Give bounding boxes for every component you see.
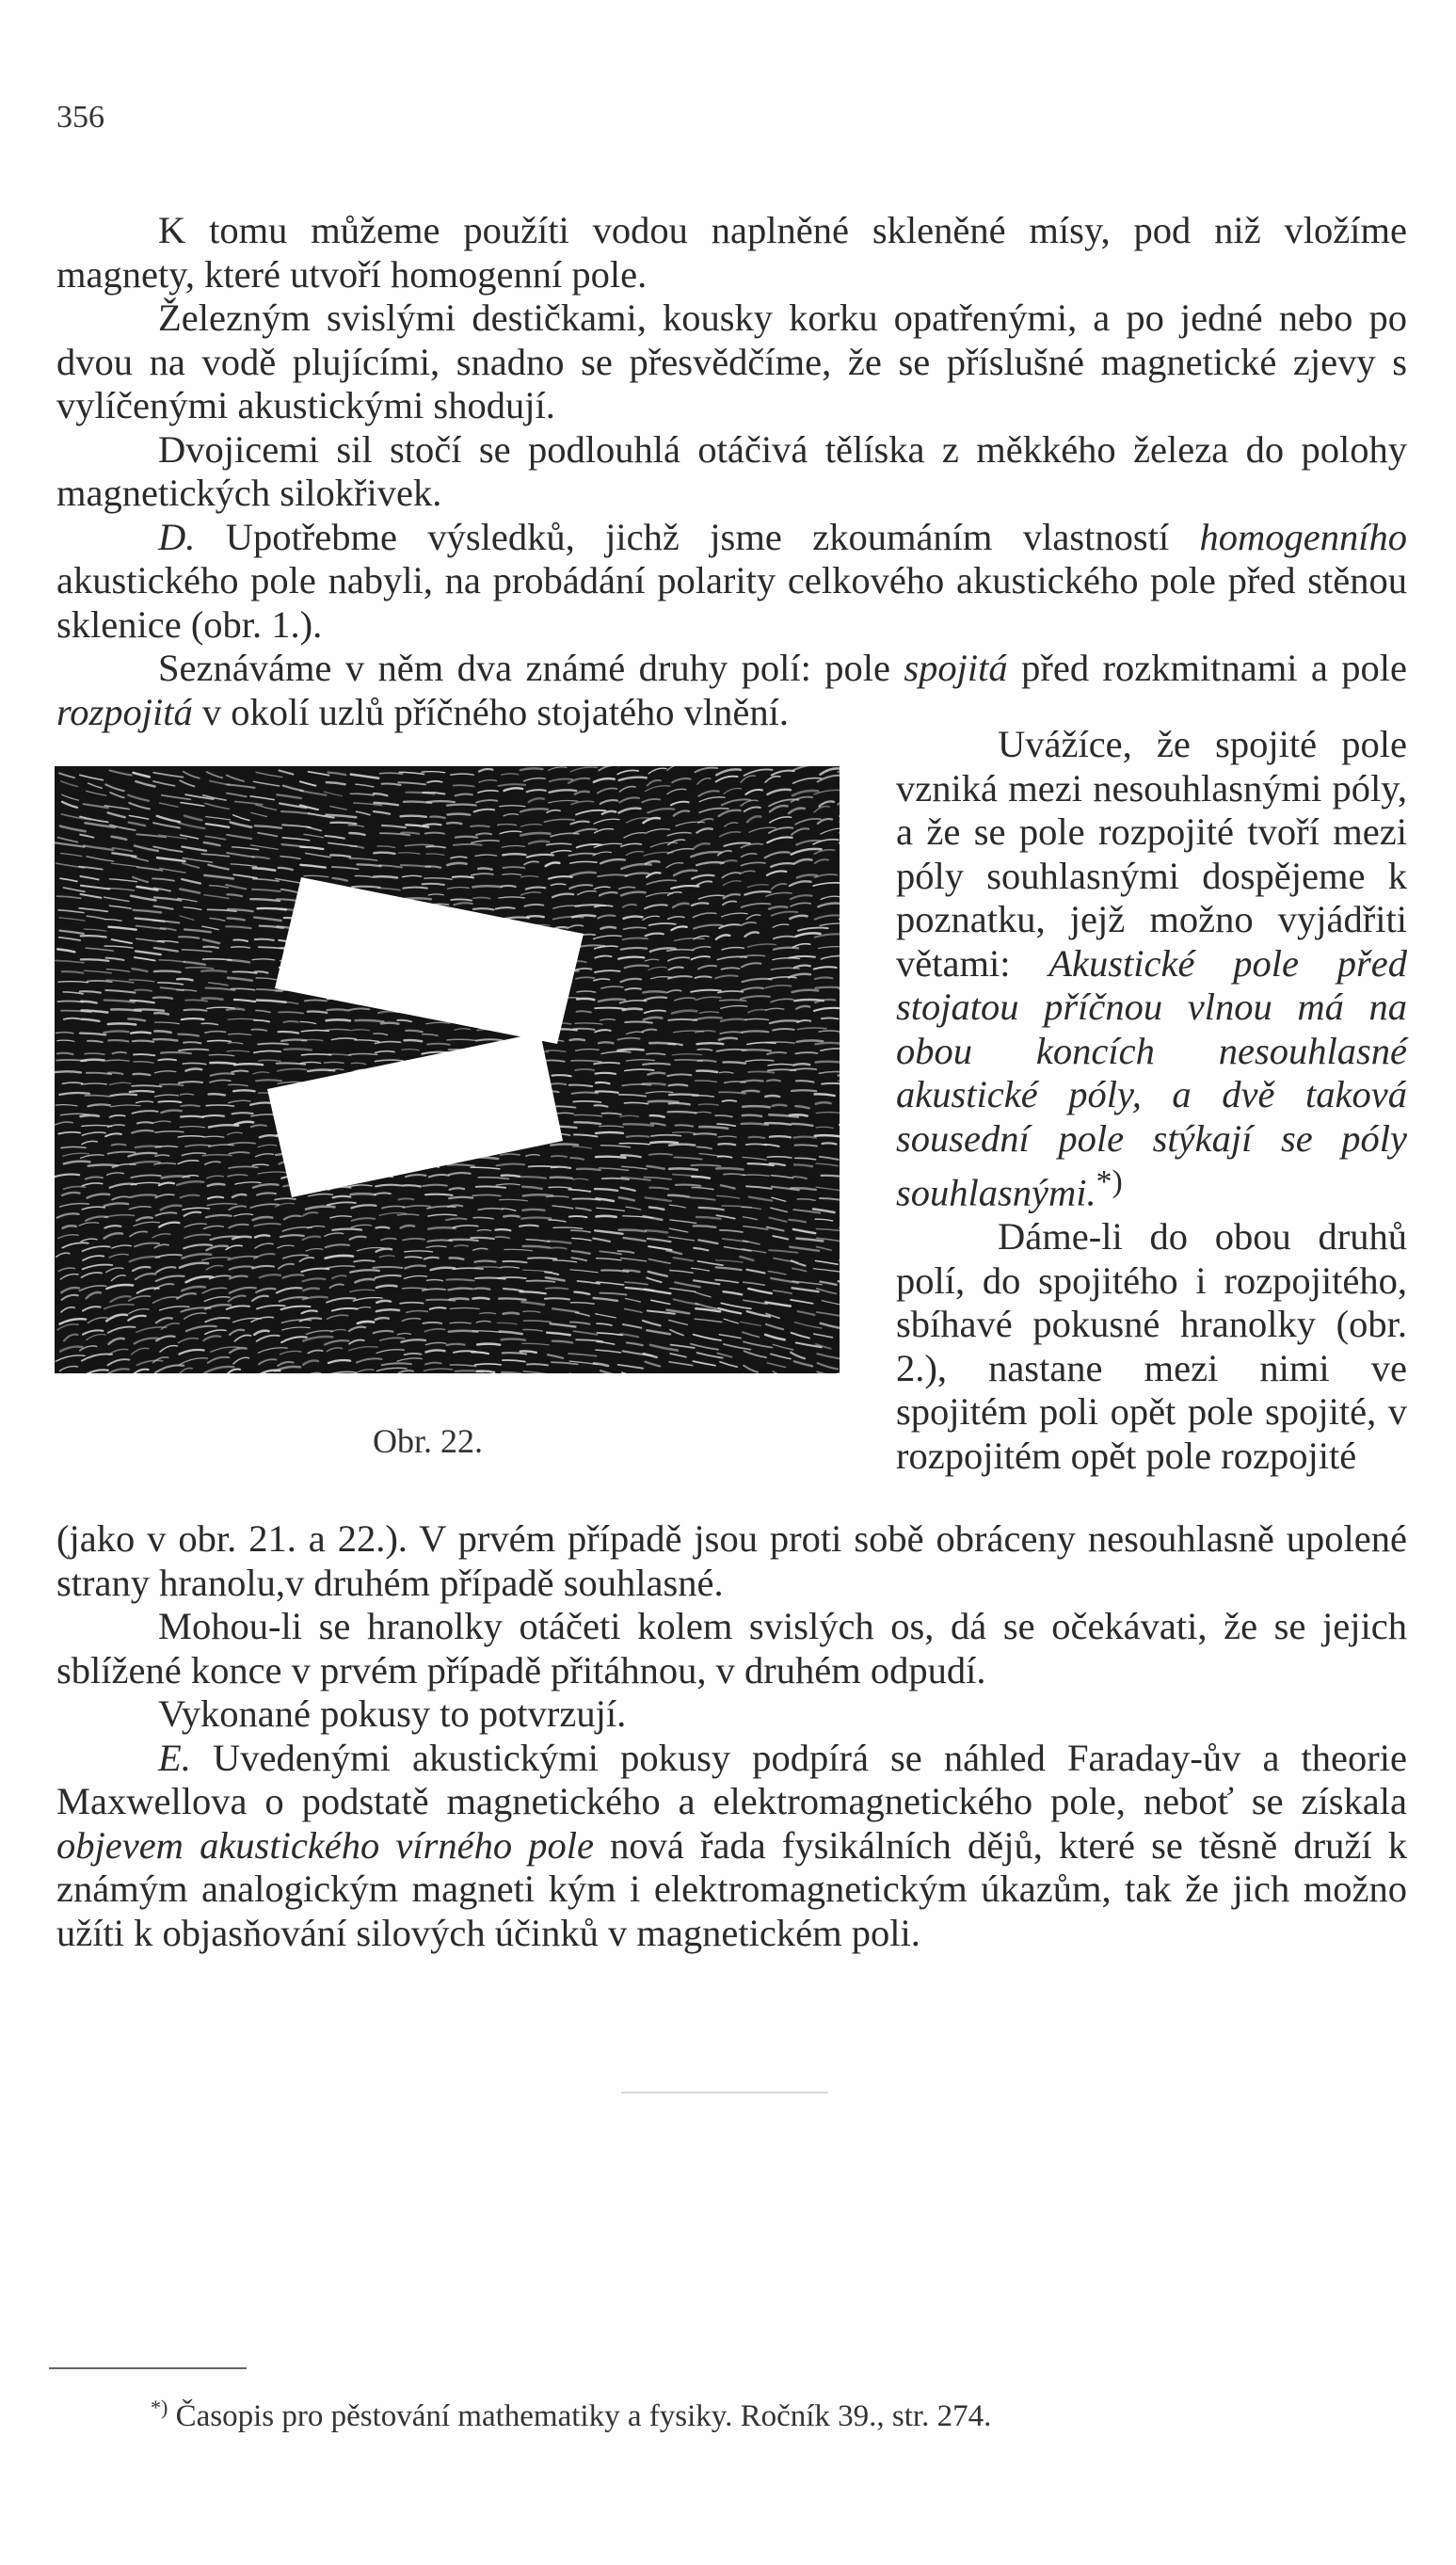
streak (839, 1075, 840, 1076)
streak (668, 1112, 696, 1113)
streak (403, 888, 427, 889)
streak (381, 1023, 399, 1024)
streak (130, 1091, 153, 1092)
streak (596, 1073, 616, 1074)
paragraph-fields (56, 647, 1407, 734)
section-label: E. (158, 1736, 191, 1779)
streak (499, 1298, 525, 1299)
paragraph: K tomu můžeme použíti vodou naplněné skleněné mísy, pod niž vložíme magnety, které utvoří homogenní pole. (56, 209, 1407, 296)
streak (669, 1103, 690, 1104)
streak (596, 1157, 626, 1158)
streak (477, 1344, 500, 1345)
text-span: v okolí uzlů příčného stojatého vlnění. (192, 690, 790, 733)
paragraph: Železným svislými destičkami, kousky korku opatřenými, a po jedné nebo po dvou na vodě plujícími, snadno se přesvědčíme, že se příslušné magnetické zjevy s vylíčenými akustickými shodují. (56, 297, 1407, 426)
text-span: Seznáváme v něm dva známé druhy polí: pole (158, 647, 904, 689)
streak (160, 1084, 183, 1085)
streak (447, 823, 461, 824)
streak (182, 1018, 204, 1019)
text-span: Upotřebme výsledků, jichž jsme zkoumáním vlastností (195, 515, 1200, 558)
streak (456, 837, 477, 838)
streak (643, 1083, 665, 1084)
streak (401, 816, 426, 817)
streak (374, 876, 397, 877)
streak (153, 1039, 177, 1040)
streak (88, 1164, 118, 1165)
text-span: akustického pole nabyli, na probádání polarity celkového akustického pole před stěnou sklenice (obr. 1.). (56, 559, 1407, 646)
streak (502, 1339, 525, 1340)
streak (723, 1100, 737, 1101)
paragraph-e (56, 1737, 1407, 1956)
text-span: před rozkmitnami a pole (1007, 647, 1407, 689)
streak (503, 867, 524, 868)
streak (234, 1064, 263, 1065)
streak (650, 1142, 678, 1143)
streak (255, 939, 274, 940)
streak (181, 1105, 200, 1106)
text-span: Uvážíce, že spojité pole vzniká mezi nesouhlasnými póly, a že se pole rozpojité tvoří mezi póly souhlasnými dospějeme k poznatku, jejž možno vyjádřiti větami: (896, 723, 1407, 985)
streak (504, 1313, 519, 1314)
streak (570, 1039, 584, 1040)
streak (742, 1031, 768, 1032)
streak (577, 1169, 600, 1170)
streak (749, 1137, 765, 1138)
streak (723, 1062, 745, 1063)
streak (373, 1267, 402, 1268)
streak (201, 970, 226, 971)
streak (575, 1069, 594, 1070)
streak (792, 1090, 816, 1091)
section-label: D. (158, 515, 196, 558)
footnote-text: Časopis pro pěstování mathematiky a fysiky. Ročník 39., str. 274. (168, 2399, 992, 2433)
streak (352, 887, 380, 888)
streak (184, 1010, 206, 1011)
streak (743, 1106, 770, 1107)
streak (816, 1102, 831, 1103)
streak (697, 1043, 724, 1044)
streak (743, 1091, 760, 1092)
streak (158, 1101, 181, 1102)
streak (643, 1064, 670, 1065)
streak (793, 1064, 809, 1065)
streak (474, 1289, 489, 1290)
streak (374, 853, 394, 854)
streak (472, 886, 501, 887)
streak (527, 916, 544, 917)
streak (423, 884, 444, 885)
streak (549, 1083, 566, 1084)
streak (472, 1194, 500, 1195)
text-span: nová řada fysikálních dějů, které se těsně druží k známým analogickým magneti kým i elektromagnetickým úkazům, tak že jich možno užíti k objasňování silových účinků v magnetickém poli. (56, 1823, 1407, 1954)
italic-statement: Akustické pole před stojatou příčnou vlnou má na obou koncích nesouhlasné akustické póly, a dvě taková sousední pole stýkají se póly souhlasnými. (896, 941, 1407, 1214)
footnote-rule (49, 2367, 247, 2369)
streak (669, 1084, 688, 1085)
footnote-reference: *) (1096, 1164, 1123, 1199)
streak (596, 1216, 616, 1217)
page-number: 356 (56, 100, 104, 135)
streak (135, 1009, 164, 1010)
field-lines-image (55, 766, 840, 1373)
streak (520, 1351, 536, 1352)
streak (716, 1168, 743, 1169)
streak (161, 1052, 191, 1053)
streak (669, 1145, 695, 1146)
streak (503, 854, 525, 855)
figure-caption: Obr. 22. (373, 1422, 483, 1460)
streak (502, 1372, 521, 1373)
streak (501, 886, 515, 887)
streak (57, 1053, 73, 1054)
streak (108, 1023, 136, 1024)
streak (676, 1185, 700, 1186)
text-span: Uvedenými akustickými pokusy podpírá se náhled Faraday-ův a theorie Maxwellova o podstatě magnetického a elektromagnetického pole, neboť se získala (56, 1736, 1407, 1822)
streak (447, 1344, 465, 1345)
streak (473, 908, 494, 909)
paragraph: Vykonané pokusy to potvrzují. (158, 1692, 627, 1735)
streak (552, 1167, 570, 1168)
figure-photograph (55, 766, 840, 1373)
streak (202, 998, 223, 999)
streak (328, 1009, 349, 1010)
streak (694, 1133, 716, 1134)
footnote (151, 2396, 991, 2434)
streak (283, 1021, 297, 1022)
streak (332, 1229, 361, 1230)
streak (743, 1115, 761, 1116)
paragraph: Dvojicemi sil stočí se podlouhlá otáčivá tělíska z měkkého železa do polohy magnetických silokřivek. (56, 427, 1407, 514)
streak (794, 1137, 816, 1138)
streak (472, 1298, 488, 1299)
side-text (896, 723, 1407, 1478)
streak (790, 1114, 808, 1115)
streak (428, 1227, 456, 1228)
streak (767, 1080, 780, 1081)
streak (623, 1009, 642, 1011)
streak (521, 1218, 551, 1219)
streak (450, 1240, 478, 1241)
italic-term: objevem akustického vírného pole (56, 1823, 595, 1867)
streak (552, 1075, 571, 1076)
streak (203, 947, 218, 948)
streak (696, 1071, 717, 1072)
streak (599, 1042, 613, 1043)
streak (718, 1144, 735, 1145)
paragraph-d (56, 516, 1407, 648)
streak (256, 1080, 281, 1081)
streak (108, 1073, 122, 1074)
streak (232, 1113, 253, 1114)
streak (153, 998, 172, 999)
streak (551, 1144, 578, 1145)
streak (425, 1194, 453, 1195)
streak (181, 1116, 203, 1117)
streak (822, 1083, 840, 1084)
streak (81, 1115, 99, 1116)
streak (134, 1074, 151, 1075)
paragraph: (jako v obr. 21. a 22.). V prvém případě jsou proti sobě obráceny nesouhlasně upolené strany hranolu,v druhém případě souhlasné. (56, 1517, 1407, 1604)
streak (545, 1298, 569, 1299)
streak (305, 1000, 327, 1001)
streak (258, 1043, 288, 1044)
italic-term: rozpojitá (56, 690, 193, 733)
streak (474, 1261, 495, 1262)
streak (284, 1049, 312, 1050)
streak (233, 1090, 255, 1091)
streak (133, 1041, 153, 1042)
italic-term: homogenního (1199, 515, 1407, 558)
footnote-mark: *) (151, 2396, 168, 2419)
streak (504, 1216, 519, 1217)
streak (112, 1145, 126, 1146)
streak (471, 1238, 494, 1239)
streak (596, 1082, 610, 1083)
streak (454, 844, 482, 845)
streak (453, 876, 473, 877)
streak (625, 1021, 652, 1022)
streak (177, 979, 193, 980)
streak (209, 1094, 226, 1095)
streak (816, 987, 840, 988)
streak (108, 1040, 128, 1041)
streak (742, 1124, 768, 1125)
streak (815, 1135, 840, 1136)
streak (405, 1040, 423, 1041)
streak (649, 1154, 672, 1155)
streak (627, 1136, 649, 1137)
streak (816, 1062, 840, 1063)
streak (477, 1371, 494, 1372)
streak (184, 1042, 200, 1043)
streak (577, 999, 594, 1000)
separator (621, 2092, 828, 2093)
streak (765, 1096, 779, 1097)
streak (425, 833, 444, 834)
streak (403, 1185, 421, 1186)
streak (227, 1009, 244, 1010)
streak (327, 1019, 350, 1020)
streak (131, 1033, 151, 1034)
streak (427, 1044, 450, 1045)
streak (427, 801, 455, 802)
streak (154, 1013, 168, 1014)
body-text-top (56, 209, 1407, 734)
streak (573, 1029, 595, 1030)
streak (770, 1136, 791, 1137)
streak (478, 868, 492, 869)
streak (773, 1105, 787, 1106)
streak (523, 1194, 553, 1195)
streak (56, 1071, 81, 1072)
paragraph: Mohou-li se hranolky otáčeti kolem svislých os, dá se očekávati, že se jejich sblížené konce v prvém případě přitáhnou, v druhém odpudí. (56, 1605, 1407, 1691)
streak (398, 1198, 413, 1199)
streak (137, 1122, 153, 1123)
paragraph (896, 723, 1407, 1215)
body-text-bottom (56, 1517, 1407, 1955)
streak (356, 1020, 384, 1021)
streak (502, 1176, 520, 1177)
streak (495, 1229, 510, 1230)
streak (596, 1132, 623, 1133)
italic-term: spojitá (904, 647, 1008, 689)
streak (81, 1060, 104, 1061)
streak (154, 971, 181, 972)
streak (643, 991, 665, 992)
streak (448, 814, 471, 815)
streak (669, 1168, 697, 1169)
streak (450, 1298, 469, 1299)
streak (797, 1040, 824, 1041)
streak (447, 805, 476, 806)
paragraph: Dáme-li do obou druhů polí, do spojitého i rozpojitého, sbíhavé pokusné hranolky (obr. 2.), nastane mezi nimi ve spojitém poli opět pole spojité, v rozpojitém opět pole rozpojité (896, 1215, 1407, 1477)
streak (823, 1143, 837, 1144)
streak (210, 1063, 234, 1064)
streak (648, 1101, 679, 1102)
streak (376, 1227, 389, 1228)
